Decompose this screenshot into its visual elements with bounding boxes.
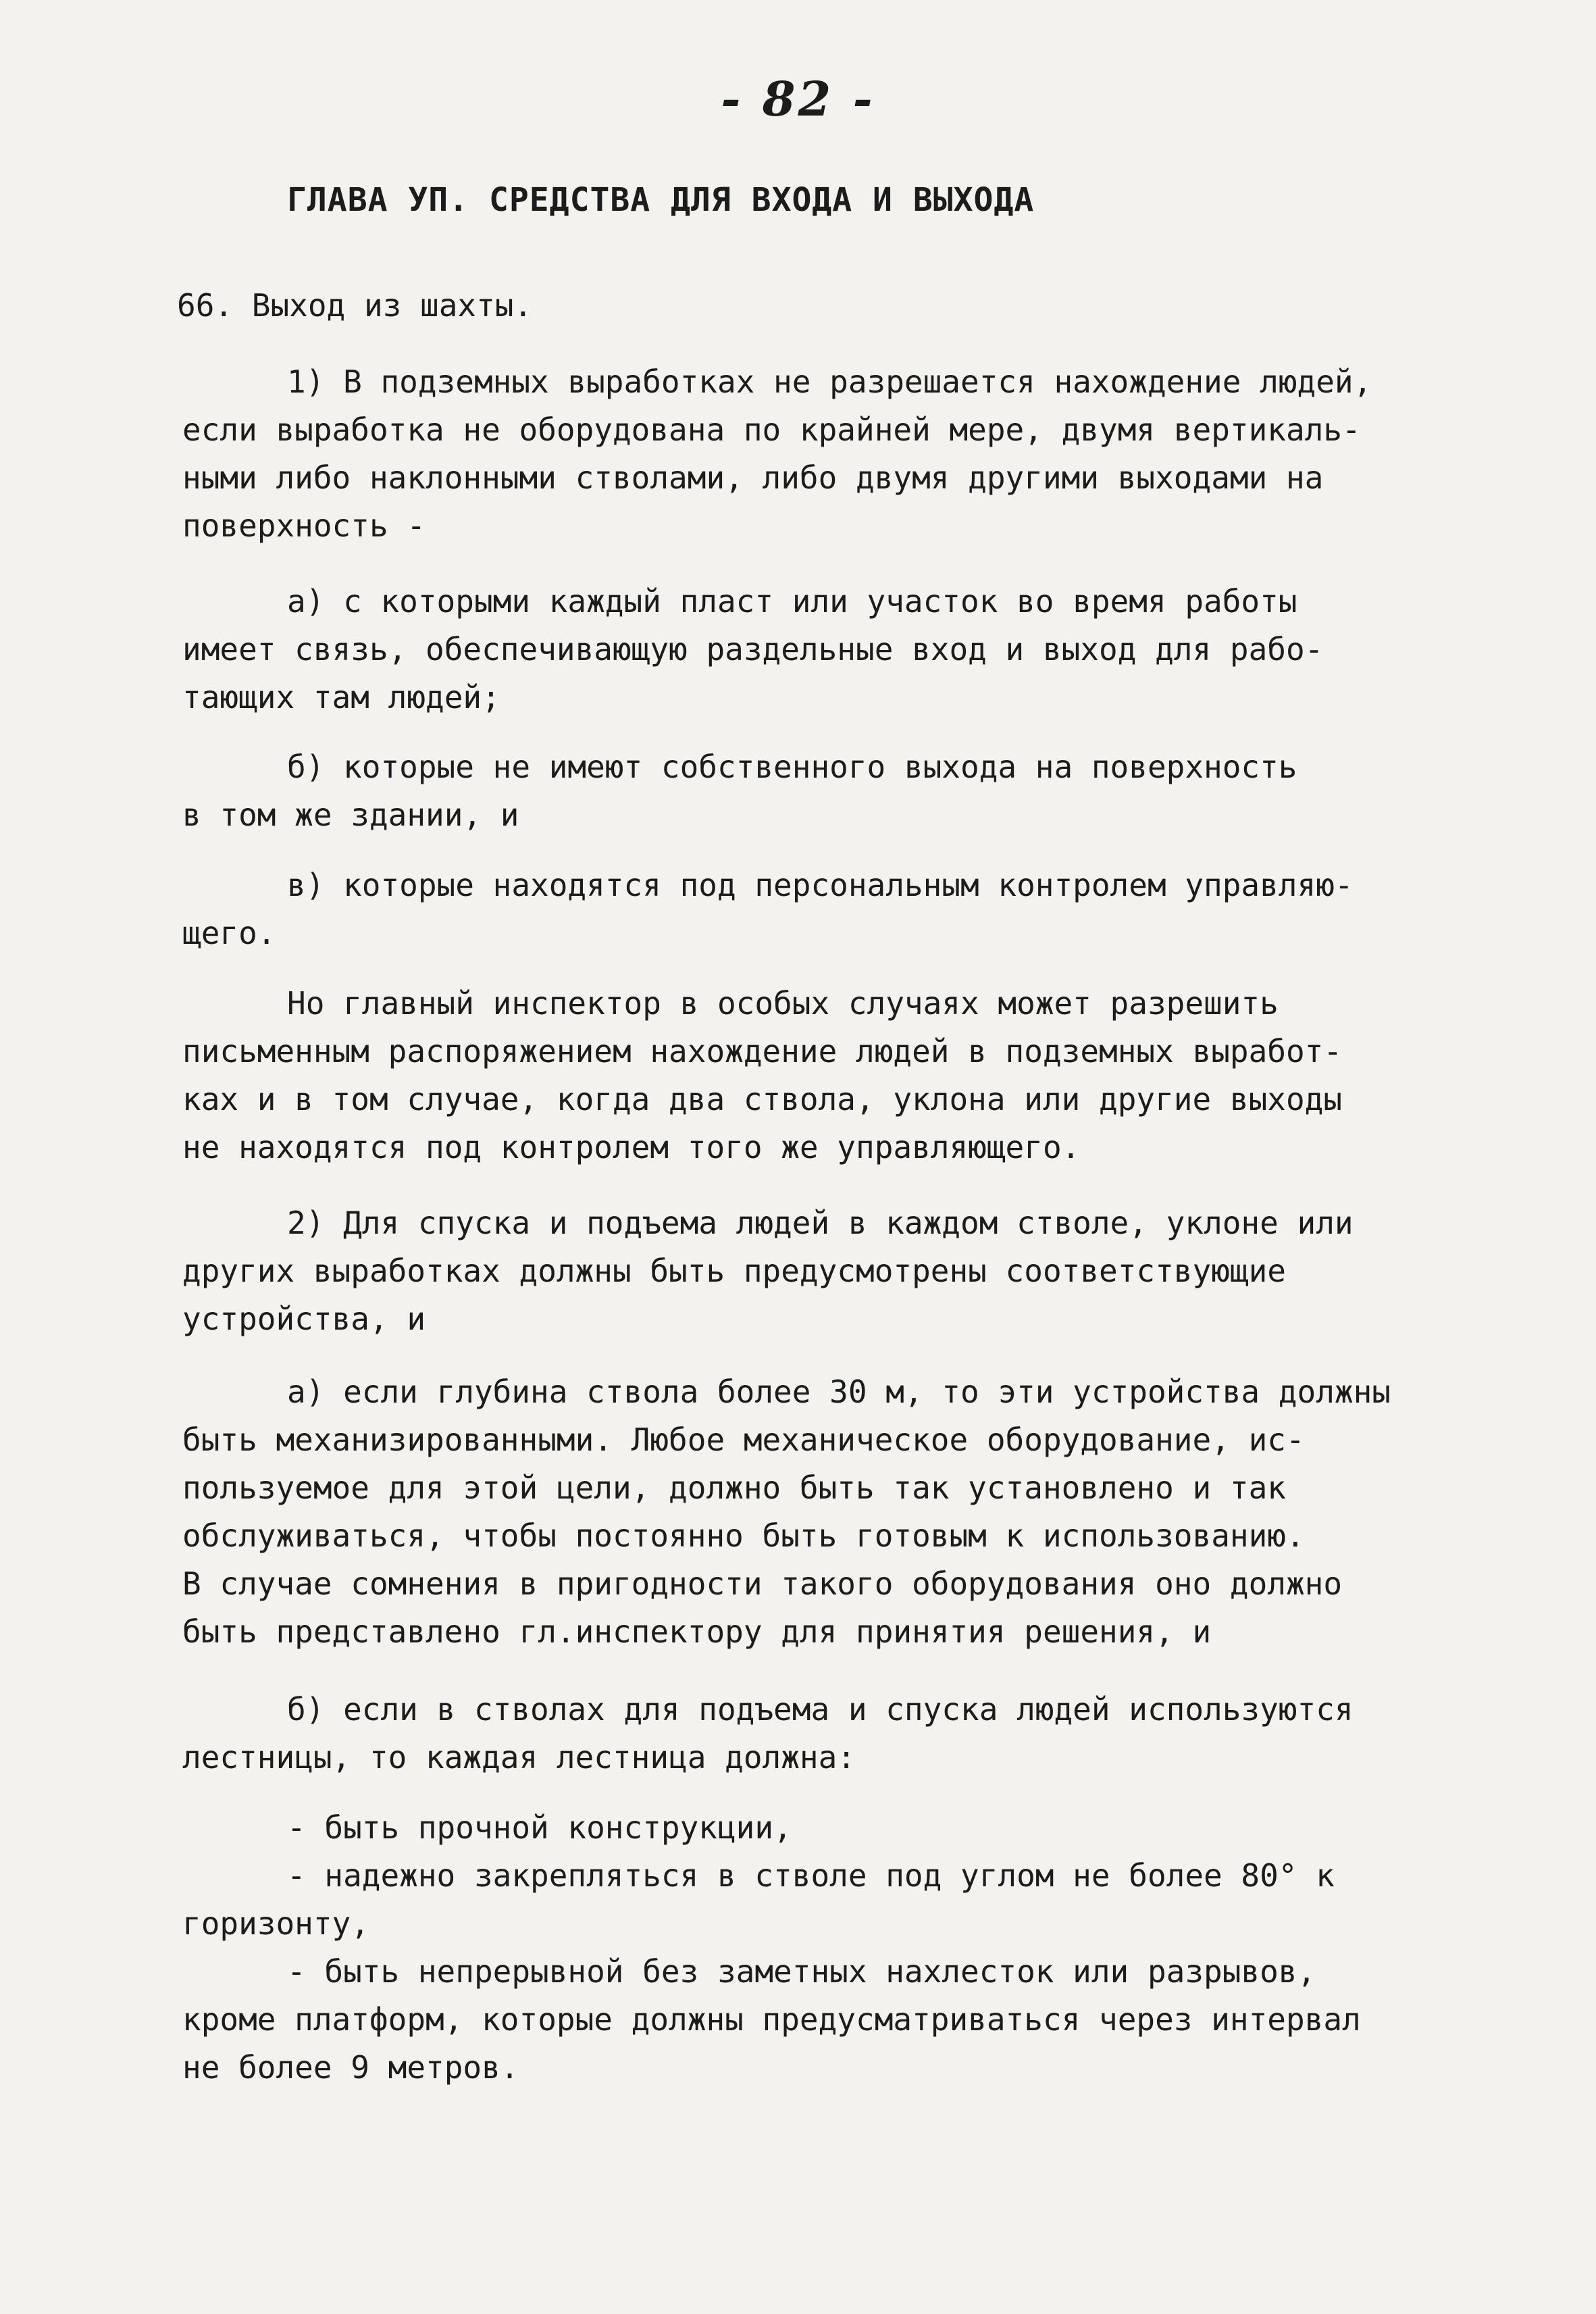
text-line: 2) Для спуска и подъема людей в каждом стволе, уклоне или bbox=[287, 1205, 1354, 1241]
paragraph-7 bbox=[182, 1368, 1526, 1656]
text-line: имеет связь, обеспечивающую раздельные вход и выход для рабо- bbox=[182, 631, 1324, 668]
text-line: если выработка не оборудована по крайней мере, двумя вертикаль- bbox=[182, 411, 1361, 448]
text-line: горизонту, bbox=[182, 1905, 369, 1942]
text-line: устройства, и bbox=[182, 1301, 426, 1337]
paragraph-9 bbox=[182, 1804, 1526, 2092]
text-line: б) если в стволах для подъема и спуска людей используются bbox=[287, 1691, 1354, 1728]
list-item: - быть непрерывной без заметных нахлесток или разрывов, bbox=[287, 1953, 1316, 1990]
text-line: кроме платформ, которые должны предусматриваться через интервал bbox=[182, 2001, 1361, 2038]
paragraph-3 bbox=[182, 743, 1526, 839]
paragraph-6 bbox=[182, 1199, 1526, 1343]
section-title: 66. Выход из шахты. bbox=[177, 287, 533, 324]
text-line: других выработках должны быть предусмотрены соответствующие bbox=[182, 1253, 1286, 1289]
paragraph-2 bbox=[182, 578, 1526, 722]
paragraph-4 bbox=[182, 861, 1526, 957]
text-line: щего. bbox=[182, 915, 276, 951]
text-line: в том же здании, и bbox=[182, 797, 519, 833]
text-line: письменным распоряжением нахождение людей в подземных выработ- bbox=[182, 1033, 1343, 1070]
page-number: - 82 - bbox=[721, 71, 875, 127]
list-item: - надежно закрепляться в стволе под углом не более 80° к bbox=[287, 1857, 1335, 1894]
text-line: пользуемое для этой цели, должно быть так установлено и так bbox=[182, 1469, 1286, 1506]
text-line: ках и в том случае, когда два ствола, уклона или другие выходы bbox=[182, 1081, 1343, 1117]
text-line: не находятся под контролем того же управляющего. bbox=[182, 1129, 1081, 1165]
text-line: б) которые не имеют собственного выхода на поверхность bbox=[287, 749, 1297, 785]
text-line: в) которые находятся под персональным контролем управляю- bbox=[287, 867, 1354, 903]
text-line: В случае сомнения в пригодности такого оборудования оно должно bbox=[182, 1565, 1343, 1602]
text-line: лестницы, то каждая лестница должна: bbox=[182, 1739, 856, 1776]
text-line: быть представлено гл.инспектору для принятия решения, и bbox=[182, 1613, 1212, 1650]
paragraph-1 bbox=[182, 358, 1526, 550]
text-line: не более 9 метров. bbox=[182, 2049, 519, 2086]
text-line: ными либо наклонными стволами, либо двумя другими выходами на bbox=[182, 459, 1324, 496]
list-item: - быть прочной конструкции, bbox=[287, 1809, 792, 1846]
text-line: обслуживаться, чтобы постоянно быть готовым к использованию. bbox=[182, 1517, 1305, 1554]
text-line: 1) В подземных выработках не разрешается нахождение людей, bbox=[287, 363, 1372, 400]
text-line: Но главный инспектор в особых случаях может разрешить bbox=[287, 985, 1279, 1022]
text-line: тающих там людей; bbox=[182, 679, 500, 715]
paragraph-5 bbox=[182, 980, 1526, 1172]
text-line: а) с которыми каждый пласт или участок во время работы bbox=[287, 583, 1297, 620]
text-line: а) если глубина ствола более 30 м, то эти устройства должны bbox=[287, 1374, 1391, 1410]
text-line: поверхность - bbox=[182, 507, 426, 544]
paragraph-8 bbox=[182, 1686, 1526, 1782]
text-line: быть механизированными. Любое механическое оборудование, ис- bbox=[182, 1422, 1305, 1458]
chapter-title: ГЛАВА УП. СРЕДСТВА ДЛЯ ВХОДА И ВЫХОДА bbox=[287, 181, 1035, 219]
